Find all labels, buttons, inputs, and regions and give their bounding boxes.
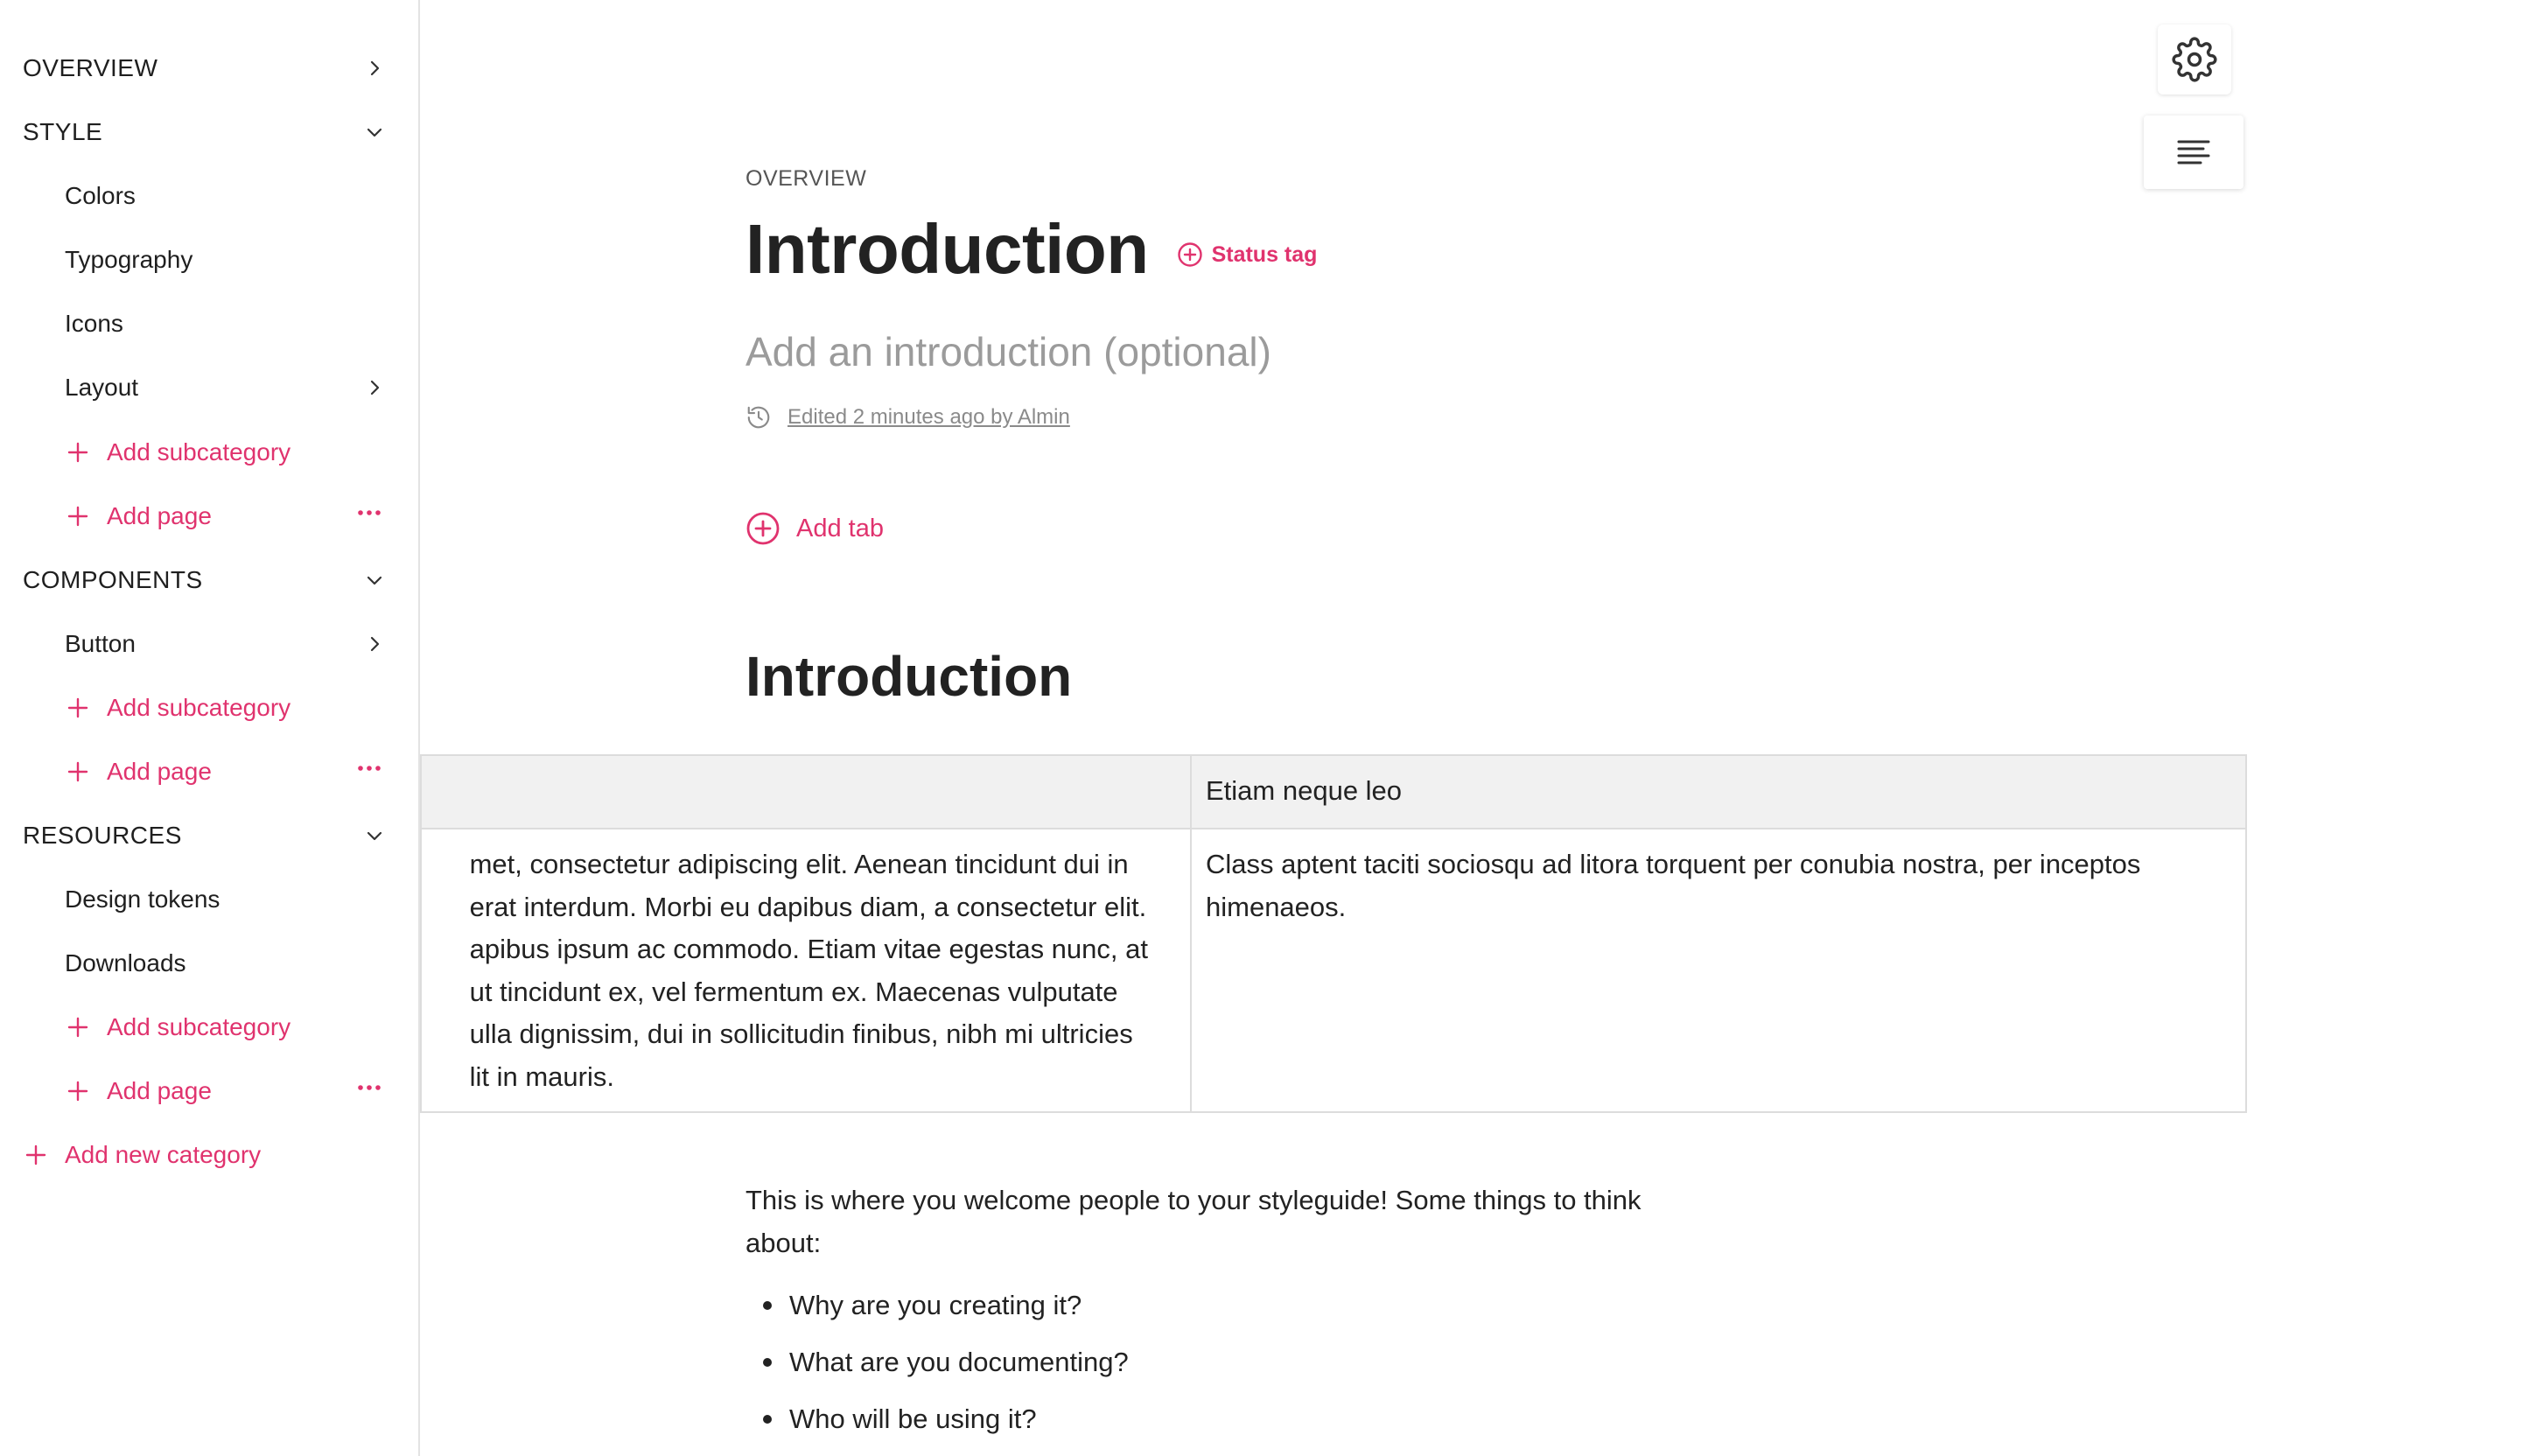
list-item[interactable]: Why are you creating it?: [746, 1277, 1726, 1334]
sidebar-item-layout[interactable]: Layout: [0, 356, 418, 419]
plus-icon: [24, 1144, 47, 1166]
page-title[interactable]: Introduction: [746, 210, 1149, 288]
bullet-icon: [763, 1415, 772, 1424]
add-tab-button[interactable]: [746, 511, 1988, 546]
add-new-category-button[interactable]: Add new category: [0, 1124, 418, 1186]
sidebar: [0, 0, 420, 1456]
more-dots-icon[interactable]: [357, 504, 382, 522]
chevron-right-icon: [366, 379, 383, 396]
chevron-right-icon: [366, 60, 383, 77]
add-subcategory-button[interactable]: Add subcategory: [0, 421, 418, 484]
status-tag-label: Status tag: [1211, 242, 1318, 267]
sidebar-item-button[interactable]: Button: [0, 612, 418, 676]
sidebar-category-overview[interactable]: [0, 37, 418, 100]
sidebar-item-design-tokens[interactable]: Design tokens: [65, 886, 220, 913]
sidebar-item-typography[interactable]: Typography: [65, 246, 193, 273]
plus-icon: [66, 441, 89, 464]
sidebar-item-colors[interactable]: Colors: [65, 182, 136, 209]
chevron-right-icon: [366, 635, 383, 653]
edit-history: [746, 404, 1988, 430]
plus-icon: [66, 760, 89, 783]
add-page-button[interactable]: Add page: [0, 1060, 418, 1123]
plus-circle-icon: [1177, 242, 1203, 268]
plus-icon: [66, 1080, 89, 1102]
plus-icon: [66, 1016, 89, 1039]
settings-button[interactable]: [2158, 24, 2231, 94]
plus-icon: [66, 696, 89, 719]
gear-icon: [2172, 37, 2217, 82]
add-tab-label: Add tab: [796, 514, 884, 542]
table-of-contents-icon: [2176, 138, 2211, 166]
sidebar-category-resources[interactable]: [0, 804, 418, 867]
bullet-list: [746, 1277, 1726, 1447]
history-icon: [746, 404, 772, 430]
title-row: [746, 210, 1988, 289]
table-cell[interactable]: [1192, 830, 2245, 1111]
table-cell-text: Class aptent taciti sociosqu ad litora torquent per conubia nostra, per inceptos himenaeos.: [1206, 849, 2141, 922]
intro-paragraph[interactable]: This is where you welcome people to your styleguide! Some things to think about:: [746, 1185, 1642, 1258]
category-label: COMPONENTS: [23, 566, 203, 593]
plus-icon: [66, 505, 89, 528]
list-item[interactable]: Who will be using it?: [746, 1390, 1726, 1447]
sidebar-category-style[interactable]: [0, 101, 418, 164]
plus-circle-icon: [746, 511, 780, 546]
category-label: RESOURCES: [23, 822, 182, 849]
page-header: [746, 163, 1988, 709]
chevron-down-icon: [366, 827, 383, 844]
table-header-cell[interactable]: Etiam neque leo: [1206, 775, 1403, 806]
sidebar-category-components[interactable]: [0, 549, 418, 612]
table-cell[interactable]: [422, 830, 1192, 1111]
category-label: OVERVIEW: [23, 54, 158, 81]
edited-link[interactable]: Edited 2 minutes ago by Almin: [788, 405, 1070, 429]
add-subcategory-button[interactable]: Add subcategory: [0, 676, 418, 739]
content-table[interactable]: [420, 754, 2247, 1113]
more-dots-icon[interactable]: [357, 760, 382, 777]
list-item[interactable]: What are you documenting?: [746, 1334, 1726, 1390]
add-page-button[interactable]: Add page: [0, 740, 418, 803]
body-text: [746, 1180, 1726, 1447]
more-dots-icon[interactable]: [357, 1079, 382, 1096]
chevron-down-icon: [366, 571, 383, 589]
table-header-row: [422, 756, 2245, 830]
add-page-button[interactable]: Add page: [0, 485, 418, 548]
section-heading[interactable]: Introduction: [746, 645, 1073, 708]
breadcrumb[interactable]: OVERVIEW: [746, 166, 867, 191]
bullet-icon: [763, 1358, 772, 1367]
sidebar-item-downloads[interactable]: Downloads: [65, 949, 186, 976]
add-subcategory-button[interactable]: Add subcategory: [0, 996, 418, 1059]
bullet-icon: [763, 1301, 772, 1310]
table-row: [422, 830, 2245, 1111]
introduction-input[interactable]: [746, 326, 1796, 378]
table-header-cell[interactable]: [422, 756, 1192, 828]
table-of-contents-button[interactable]: [2144, 116, 2244, 189]
table-cell-text: met, consectetur adipiscing elit. Aenean tincidunt dui in erat interdum. Morbi eu dapibus diam, a consectetur elit. apibus ipsum ac commodo. Etiam vitae egestas nunc, at ut tincidunt ex, vel fermentum ex. Maecenas vulputate ulla dignissim, dui in sollicitudin finibus, nibh mi ultricies lit in mauris.: [469, 849, 1148, 1092]
category-label: STYLE: [23, 118, 103, 145]
status-tag-button[interactable]: [1177, 242, 1318, 268]
sidebar-item-icons[interactable]: Icons: [65, 310, 123, 337]
chevron-down-icon: [366, 123, 383, 141]
